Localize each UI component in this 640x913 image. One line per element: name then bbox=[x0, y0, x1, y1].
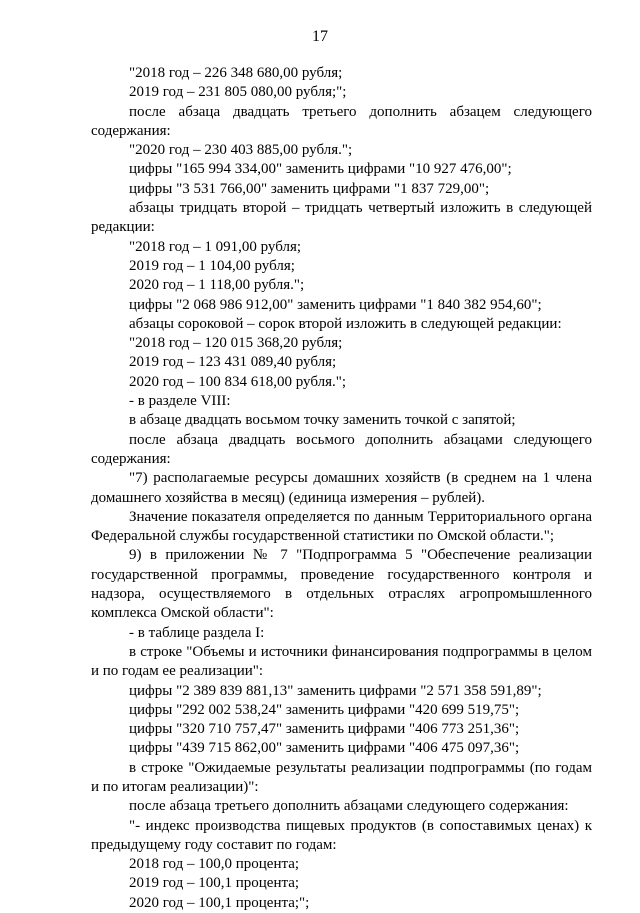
paragraph: цифры "292 002 538,24" заменить цифрами "420 699 519,75"; bbox=[129, 701, 520, 718]
paragraph: после абзаца третьего дополнить абзацами следующего содержания: bbox=[129, 798, 569, 815]
document-body bbox=[91, 64, 592, 913]
paragraph: цифры "165 994 334,00" заменить цифрами "10 927 476,00"; bbox=[129, 161, 512, 178]
paragraph: - в разделе VIII: bbox=[129, 393, 231, 410]
paragraph: цифры "2 068 986 912,00" заменить цифрами "1 840 382 954,60"; bbox=[129, 296, 542, 313]
paragraph: "2018 год – 120 015 368,20 рубля; bbox=[129, 335, 343, 352]
paragraph: 2018 год – 100,0 процента; bbox=[129, 856, 300, 873]
paragraph: "- индекс производства пищевых продуктов (в сопоставимых ценах) к предыдущему году составит по годам: bbox=[91, 817, 592, 853]
paragraph: абзацы сороковой – сорок второй изложить в следующей редакции: bbox=[129, 315, 562, 332]
paragraph: 2020 год – 100 834 618,00 рубля."; bbox=[129, 373, 347, 390]
paragraph: - в таблице раздела I: bbox=[129, 624, 265, 641]
page-number: 17 bbox=[312, 28, 328, 45]
paragraph: "7) располагаемые ресурсы домашних хозяйств (в среднем на 1 члена домашнего хозяйства в месяц) (единица измерения – рублей). bbox=[91, 470, 592, 506]
paragraph: в строке "Объемы и источники финансирования подпрограммы в целом и по годам ее реализации": bbox=[91, 643, 592, 680]
paragraph: 2019 год – 123 431 089,40 рубля; bbox=[129, 354, 337, 371]
paragraph: в абзаце двадцать восьмом точку заменить точкой с запятой; bbox=[129, 412, 516, 429]
paragraph: 2020 год – 100,1 процента;"; bbox=[129, 894, 310, 911]
paragraph: абзацы тридцать второй – тридцать четвертый изложить в следующей редакции: bbox=[91, 200, 592, 236]
paragraph: "2018 год – 226 348 680,00 рубля; bbox=[129, 65, 343, 81]
paragraph: цифры "3 531 766,00" заменить цифрами "1 837 729,00"; bbox=[129, 180, 490, 197]
paragraph: 2019 год – 100,1 процента; bbox=[129, 875, 300, 892]
paragraph: "2020 год – 230 403 885,00 рубля."; bbox=[129, 142, 353, 159]
paragraph: цифры "439 715 862,00" заменить цифрами "406 475 097,36"; bbox=[129, 740, 520, 757]
paragraph: после абзаца двадцать третьего дополнить абзацем следующего содержания: bbox=[91, 103, 592, 139]
paragraph: "2018 год – 1 091,00 рубля; bbox=[129, 238, 302, 255]
paragraph: 9) в приложении № 7 "Подпрограмма 5 "Обеспечение реализации государственной программы, проведение государственного контроля и надзора, осуществляемого в отдельных отраслях агропромышленного комплекса Омской области": bbox=[91, 547, 592, 622]
paragraph: цифры "2 389 839 881,13" заменить цифрами "2 571 358 591,89"; bbox=[129, 682, 542, 699]
paragraph: в строке "Ожидаемые результаты реализации подпрограммы (по годам и по итогам реализации)": bbox=[91, 759, 592, 795]
paragraph: 2019 год – 231 805 080,00 рубля;"; bbox=[129, 84, 347, 101]
paragraph: цифры "320 710 757,47" заменить цифрами "406 773 251,36"; bbox=[129, 721, 520, 738]
paragraph: после абзаца двадцать восьмого дополнить абзацами следующего содержания: bbox=[91, 431, 592, 467]
paragraph: Значение показателя определяется по данным Территориального органа Федеральной службы государственной статистики по Омской области."; bbox=[91, 508, 592, 545]
paragraph: 2019 год – 1 104,00 рубля; bbox=[129, 257, 295, 274]
paragraph: 2020 год – 1 118,00 рубля."; bbox=[129, 277, 305, 294]
